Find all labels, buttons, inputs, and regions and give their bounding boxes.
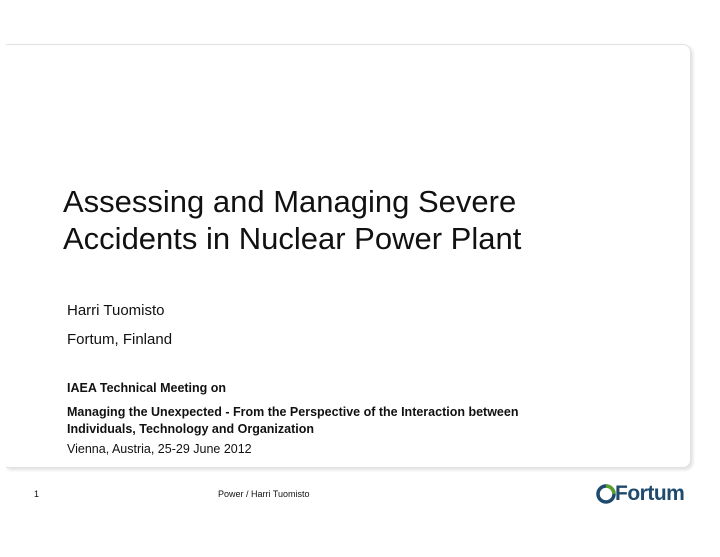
page-number: 1 bbox=[34, 489, 40, 499]
slide-title-line-1: Assessing and Managing Severe bbox=[63, 184, 517, 219]
meeting-subtitle-line-2: Individuals, Technology and Organization bbox=[67, 422, 315, 436]
logo-text: Fortum bbox=[615, 482, 685, 505]
meeting-venue: Vienna, Austria, 25-29 June 2012 bbox=[67, 442, 252, 456]
author-name: Harri Tuomisto bbox=[67, 302, 165, 319]
meeting-heading: IAEA Technical Meeting on bbox=[67, 381, 227, 395]
meeting-subtitle bbox=[67, 404, 627, 438]
fortum-logo bbox=[596, 481, 690, 507]
footer-text: Power / Harri Tuomisto bbox=[218, 489, 310, 499]
slide-title bbox=[63, 183, 663, 257]
fortum-symbol-icon bbox=[596, 482, 616, 506]
meeting-subtitle-line-1: Managing the Unexpected - From the Perspective of the Interaction between bbox=[67, 405, 519, 419]
author-affiliation: Fortum, Finland bbox=[67, 331, 173, 348]
slide-title-line-2: Accidents in Nuclear Power Plant bbox=[63, 221, 522, 256]
